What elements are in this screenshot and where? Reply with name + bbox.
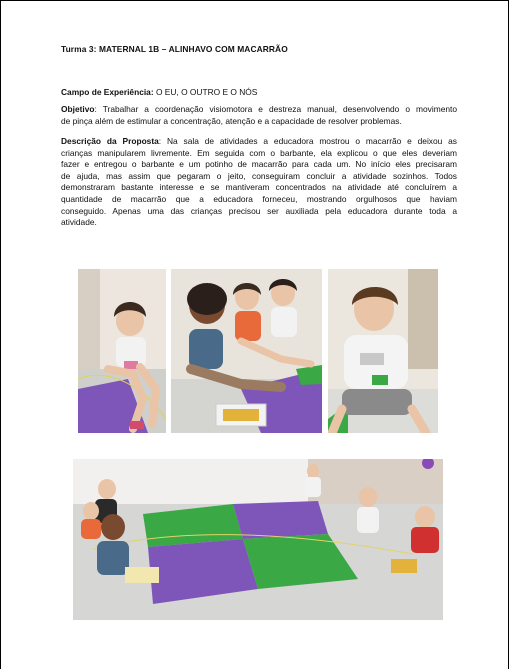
- descricao-line-7: conseguido. Apenas uma das crianças precisou ser auxiliada pela educadora durante toda a: [61, 205, 457, 216]
- objetivo-line-1: [61, 104, 457, 116]
- objetivo-text-1: : Trabalhar a coordenação visiomotora e destreza manual, desenvolvendo o movimento: [94, 104, 457, 114]
- descricao-line-6: quantidade de macarrão que a educadora forneceu, mostrando orgulhosos que haviam: [61, 194, 457, 204]
- photo-classroom-wide: [73, 459, 443, 620]
- descricao-label: Descrição da Proposta: [61, 136, 159, 146]
- objetivo-label: Objetivo: [61, 104, 95, 114]
- descricao-line-1: [61, 136, 457, 148]
- descricao-text-1: : Na sala de atividades a educadora mostrou o macarrão e deixou as: [158, 136, 457, 146]
- descricao-line-2: crianças manipularem livremente. Em seguida com o barbante, ela explicou o que eles deveriam: [61, 147, 457, 158]
- campo-value: O EU, O OUTRO E O NÓS: [153, 87, 258, 97]
- descricao-line-5: demonstraram bastante interesse e se mantiveram concentrados na atividade até concluírem a: [61, 182, 457, 193]
- photo-boy-threading: [328, 269, 438, 433]
- descricao-line-8: atividade.: [61, 217, 97, 228]
- photo-three-children: [171, 269, 322, 433]
- objetivo-line-2: de pinça além de estimular a concentração, atenção e a capacidade de resolver problemas.: [61, 115, 402, 126]
- photo-girl-with-string: [78, 269, 166, 433]
- descricao-line-3: fazer e entregou o barbante e um potinho de macarrão para cada um. No início eles precisaram: [61, 159, 457, 170]
- descricao-line-4: de ajuda, mas assim que pegaram o jeito, conseguiram concluir a atividade sozinhos. Todos: [61, 170, 457, 181]
- campo-label: Campo de Experiência:: [61, 87, 154, 97]
- campo-experiencia: [61, 87, 457, 99]
- page-title: Turma 3: MATERNAL 1B – ALINHAVO COM MACARRÃO: [61, 44, 288, 54]
